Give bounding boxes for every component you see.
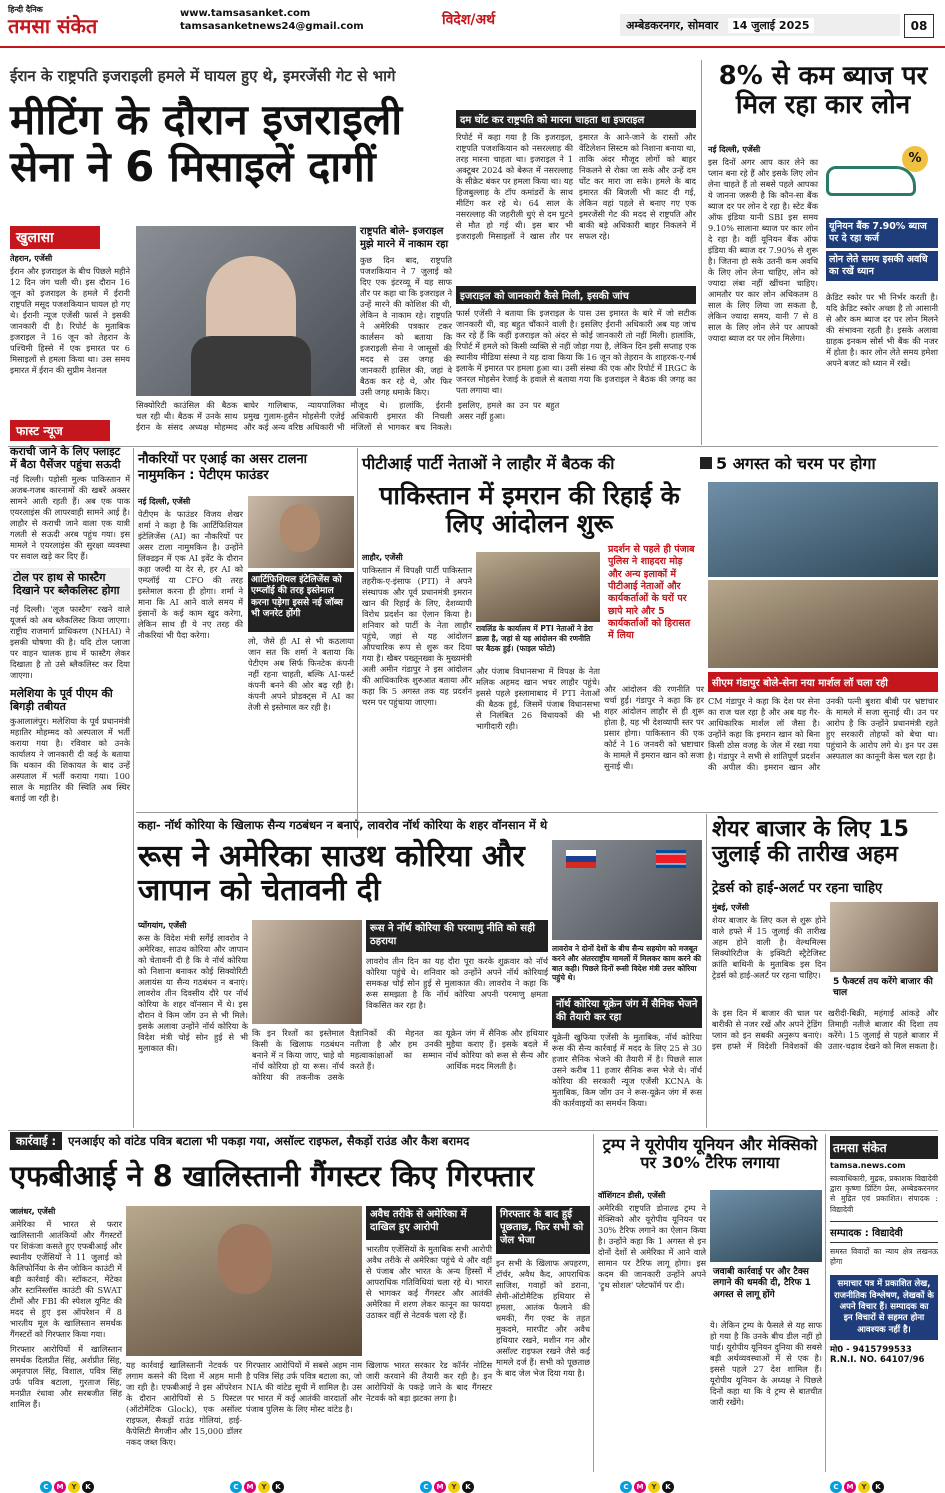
fbi-tag: कार्रवाई :: [10, 1132, 62, 1150]
divider: [136, 812, 938, 813]
imprint-text: स्वत्वाधिकारी, मुद्रक, प्रकाशक विद्यादेवी द्वारा कृष्णा प्रिंटिंग प्रेस, अम्बेडकरनगर से मुद्रित एवं प्रकाशित। संपादक : विद्यादेवी: [830, 1174, 938, 1214]
fbi-col3-text: गिरफ्तार आरोपियों में सबसे अहम नाम है पवित्र सिंह उर्फ पवित्र बटाला का, जो NIA की वांटेड सूची में शामिल है। उस पर भारत में कई आतंकी वारदातों और पंजाब पुलिस के लिए मोस्ट वांटेड है।: [246, 1360, 362, 1414]
pak-kicker: पीटीआई पार्टी नेताओं ने लाहौर में बैठक की: [362, 454, 615, 473]
imprint-mobile: मो0 - 9415799533: [830, 1345, 912, 1356]
iran-kicker: ईरान के राष्ट्रपति इजराइली हमले में घायल हुए थे, इमरजेंसी गेट से भागे: [10, 67, 396, 85]
carloan-headline: 8% से कम ब्याज पर मिल रहा कार लोन: [718, 61, 928, 121]
iran-quote: राष्ट्रपति बोले- इजराइल मुझे मारने में नाकाम रहा: [360, 226, 449, 250]
trump-caption: जवाबी कार्रवाई पर और टैक्स लगाने की धमकी दी, टैरिफ 1 अगस्त से लागू होंगे: [710, 1264, 822, 1316]
iran-dateline: तेहरान, एजेंसी: [10, 254, 53, 263]
russia-col2-text: कि इन रिश्तों का इस्तेमाल किसी के खिलाफ गठबंधन बनाने में न किया जाए, चाहे वो नॉर्थ कोरिया हो या रूस। नॉर्थ कोरिया की तकनीक उसके वैज्ञानिकों की मेहनत का नतीजा है और हम उनकी महत्वाकांक्षाओं का सम्मान करते हैं।: [252, 1028, 442, 1082]
paytm-caption: आर्टिफिशियल इंटेलिजेंस को एम्प्लॉई की तरह इस्तेमाल करना पड़ेगा इससे नई जॉब्स भी जनरेट होंगी: [248, 572, 354, 632]
pak-col2-text: और पंजाब विधानसभा में विपक्ष के नेता मलिक अहमद खान भचर लाहौर पहुंचे। इससे पहले इस्लामाबाद में PTI नेताओं की बैठक हुई, जिसमें पंजाब विधानसभा से निलंबित 26 विधायकों की भी भागीदारी रही।: [476, 666, 600, 731]
russia-photo: [552, 840, 702, 940]
cmyk-mark: C M Y K: [40, 1474, 96, 1493]
pak-col1: [362, 552, 472, 802]
paytm-col1: [138, 496, 243, 836]
trump-photo: [710, 1190, 822, 1262]
trump-text2: ये। लेकिन ट्रम्प के फैसले से यह साफ हो गया है कि उनके बीच डील नहीं हो पाई। यूरोपीय यूनियन दुनिया की सबसे बड़ी अर्थव्यवस्थाओं में से एक है। इससे पहले 27 देश शामिल हैं। यूरोपीय यूनियन के अध्यक्ष ने पिछले दिनों कहा था कि वे ट्रम्प से बातचीत जारी रखेंगे।: [710, 1320, 822, 1407]
section-label: विदेश/अर्थ: [442, 12, 496, 28]
iran-below-photo: सिक्योरिटी काउंसिल की बैठक चल रही थी। बैठक में उनके साथ ईरान के संसद अध्यक्ष मोहम्मद बाघेर गालिबाफ, न्यायपालिका प्रमुख गुलाम-हुसैन मोहसेनी एजेई और कई अन्य वरिष्ठ अधिकारी भी मौजूद थे। हालांकि, ईरानी अधिकारी इमारत की निचली मंजिलों से भागकर बच निकले। इसलिए, हमले का उन पर बहुत असर नहीं हुआ।: [136, 400, 560, 432]
divider: [357, 448, 358, 838]
page-number: 08: [904, 14, 934, 38]
imprint-title: तमसा संकेत: [830, 1136, 938, 1159]
divider: [8, 1130, 938, 1131]
fastnews-n3-head: मलेशिया के पूर्व पीएम की बिगड़ी तबीयत: [10, 686, 113, 713]
carloan-box1: यूनियन बैंक 7.90% ब्याज पर दे रहा कर्ज: [826, 218, 938, 248]
iran-col1-text: ईरान और इजराइल के बीच पिछले महीने 12 दिन जंग चली थी। इस दौरान 16 जून को इजराइल के हमले में ईरानी राष्ट्रपति मसूद पजशकियान घायल हो गए थे। ईरानी न्यूज एजेंसी फार्स ने इसकी जानकारी दी है। रिपोर्ट के मुताबिक इजराइल ने 16 जून को तेहरान के पश्चिमी हिस्से में एक इमारत पर 6 मिसाइलों से हमला किया था। उस समय इमारत में ईरान की सुप्रीम नेशनल: [10, 266, 130, 375]
pak-group-photo: [708, 580, 938, 668]
trump-dateline: वॉशिंगटन डीसी, एजेंसी: [598, 1191, 666, 1200]
fastnews-n2-text: नई दिल्ली। 'लूज फास्टैग' रखने वाले यूजर्स को अब ब्लैकलिस्ट किया जाएगा। राष्ट्रीय राजमार्ग प्राधिकरण (NHAI) ने इसकी घोषणा की है। यदि टोल प्लाजा पर वाहन चालक हाथ में फास्टैग लेकर दिखाता है तो उसे ब्लैकलिस्ट कर दिया जाएगा।: [10, 603, 130, 680]
iran-sub1-text: रिपोर्ट में कहा गया है कि इजराइल, राष्ट्रपति पजशकियान को नसरल्लाह की तरह मारना चाहता था। इजराइल ने 1 अक्टूबर 2024 को बेरूत में नसरल्लाह के सीक्रेट बंकर पर हमला किया था। यह हिजबुल्लाह के टॉप कमांडरों के साथ मीटिंग कर रहे थे। 64 साल के नसरल्लाह की जहरीली धुएं से दम घुटने से मौत हो गई थी। इस बार भी इजराइली मिसाइलों ने खास तौर पर इमारत के आने-जाने के रास्तों और वेंटिलेशन सिस्टम को निशाना बनाया था, ताकि अंदर मौजूद लोगों को बाहर निकलने से रोका जा सके और उन्हें दम घोंट कर मारा जा सके। हमले के बाद इमारत की बिजली भी काट दी गई, लेकिन वहां पहले से बनाए गए एक इमरजेंसी गेट की मदद से राष्ट्रपति और बाकी बड़े अधिकारी बाहर निकलने में सफल रहे।: [456, 132, 696, 241]
carloan-dateline: नई दिल्ली, एजेंसी: [708, 145, 761, 154]
market-text1: शेयर बाजार के लिए कल से शुरू होने वाले हफ्ते में 15 जुलाई की तारीख अहम होने वाली है। वेल्थमिल्स सिक्योरिटीज के इक्विटी स्ट्रैटेजिस्ट क्रांति बाथिनी के मुताबिक इस दिन ट्रेडर्स को हाई-अलर्ट पर रहना चाहिए।: [712, 915, 826, 980]
divider: [825, 1134, 826, 1472]
market-photo: [830, 902, 938, 972]
car-icon: [826, 166, 916, 196]
pak-meeting-photo: [476, 552, 600, 622]
fbi-sub2: गिरफ्तार के बाद हुई पूछताछ, फिर सभी को जेल भेजा: [496, 1206, 590, 1254]
pak-photo-caption: रावलिंड के कार्यालय में PTI नेताओं ने डेरा डाला है, जहां से यह आंदोलन की रणनीति पर बैठक हुई। (फाइल फोटो): [476, 624, 593, 653]
car-illustration: [822, 144, 938, 214]
divider: [593, 1134, 594, 1472]
fbi-col1: [10, 1206, 122, 1466]
paytm-col1-text: पेटीएम के फाउंडर विजय शेखर शर्मा ने कहा है कि आर्टिफिशियल इंटेलिजेंस (AI) का नौकरियों पर असर टाला नामुमकिन है। उन्होंने लिंक्डइन में एक AI इवेंट के दौरान कहा जल्दी या देर से, हर AI को एम्प्लॉई या CFO की तरह इस्तेमाल करना ही होगा। शर्मा ने माना कि AI आने वाले समय में इंसानों के कई काम खुद करेगा, लेकिन साथ ही ये नए तरह की नौकरियां भी पैदा करेगा।: [138, 509, 243, 640]
market-col1: [712, 902, 826, 1002]
fastnews-title: फास्ट न्यूज: [10, 420, 110, 441]
russia-kim-photo: [252, 920, 362, 1024]
iran-sub2-text: फार्स एजेंसी ने बताया कि इजराइल के पास उस इमारत के बारे में जो सटीक जानकारी थी, वह बहुत चौंकाने वाली है। इसलिए ईरानी अधिकारी अब यह जांच कर रहे हैं कि कहीं इजराइल को अंदर से कोई जानकारी तो नहीं मिली। हालांकि, रिपोर्ट में हमले को किसी व्यक्ति से नहीं जोड़ा गया है, लेकिन दिन इसी सप्ताह एक स्थानीय मीडिया संस्था ने यह दावा किया कि 16 जून को तेहरान के शाहरक-ए-गर्ब इलाके में इमारत पर हमला हुआ था। उसी संस्था की एक और रिपोर्ट में IRGC के जनरल मोहसेन रेजाई के हवाले से बताया गया कि इजराइल ने बैठक की जगह का पता लगाया था।: [456, 308, 696, 395]
imprint-box: [830, 1136, 938, 1468]
fbi-sub1: अवैध तरीके से अमेरिका में दाखिल हुए आरोपी: [366, 1206, 492, 1240]
divider: [701, 60, 702, 445]
fbi-photo: [126, 1206, 362, 1356]
russia-col3-text: यूक्रेन जंग में सैनिक और हथियार मुहैया कराए हैं। इसके बदले में नॉर्थ कोरिया को रूस से सैन्य और आर्थिक मदद मिलती है।: [446, 1028, 548, 1071]
khulasa-tag: खुलासा: [10, 226, 100, 249]
imprint-editor: सम्पादक : विद्यादेवी: [830, 1221, 938, 1243]
pak-cm-bar: सीएम गंडापुर बोले-सेना नया मार्शल लॉ चला रही: [708, 672, 938, 692]
russia-kicker: कहा- नॉर्थ कोरिया के खिलाफ सैन्य गठबंधन न बनाएं, लावरोव नॉर्थ कोरिया के शहर वॉनसान में थे: [138, 818, 548, 832]
masthead-name: तमसा संकेत: [8, 14, 98, 38]
issue-date: 14 जुलाई 2025: [728, 18, 813, 33]
carloan-boxes: [826, 218, 938, 288]
carloan-text1: इस दिनों अगर आप कार लेने का प्लान बना रहे हैं और इसके लिए लोन लेना चाहते हैं तो सबसे पहले आपका ये जानना जरूरी है कि कौन-सा बैंक ब्याज दर पर लोन दे रहा है। स्टेट बैंक ऑफ इंडिया यानी SBI इस समय 9.10% सालाना ब्याज पर कार लोन दे रहा है। वहीं यूनियन बैंक ऑफ इंडिया की ब्याज दर 7.90% से शुरू है। जितना हो सके उतनी कम अवधि के लिए लोन लेना चाहिए, लोन को ज्यादा लंबा नहीं खींचना चाहिए। आमतौर पर कार लोन अधिकतम 8 साल के लिए लिया जा सकता है, लेकिन ज्यादा समय, यानी 7 से 8 साल के लिए लोन लेने पर आपको ज्यादा ब्याज दर पर लोन मिलेगा।: [708, 157, 818, 343]
fastnews-n2-head: टोल पर हाथ से फास्टैग दिखाने पर ब्लैकलिस्ट होगा: [10, 568, 130, 600]
market-dateline: मुंबई, एजेंसी: [712, 903, 749, 912]
russia-sub2-text: यूक्रेनी खुफिया एजेंसी के मुताबिक, नॉर्थ कोरिया रूस की सैन्य कार्रवाई में मदद के लिए 25 से 30 हजार सैनिक भेजने की तैयारी में है। पिछले साल उसने करीब 11 हजार सैनिक रूस भेजे थे। नॉर्थ कोरिया की सरकारी न्यूज एजेंसी KCNA के मुताबिक, किम जोंग उन ने रूस-यूक्रेन जंग में रूस की कार्रवाइयों का समर्थन किया।: [552, 1032, 702, 1108]
pak-kicker2-text: 5 अगस्त को चरम पर होगा: [716, 454, 876, 473]
russia-photo-caption: लावरोव ने दोनों देशों के बीच सैन्य सहयोग को मजबूत करने और अंतरराष्ट्रीय मामलों में मिलकर काम करने की बात कही। पिछले दिनों रूसी विदेश मंत्री उत्तर कोरिया पहुंचे थे।: [552, 944, 702, 983]
market-caption: 5 फैक्टर्स तय करेंगे बाजार की चाल: [830, 974, 938, 1004]
divider: [8, 446, 938, 447]
fbi-sub1-text: भारतीय एजेंसियों के मुताबिक सभी आरोपी अवैध तरीके से अमेरिका पहुंचे थे और वहीं से पंजाब और भारत के अन्य हिस्सों में आपराधिक गतिविधियां चला रहे थे। भारत से भागकर कई गैंगस्टर और आतंकी अमेरिका में शरण लेकर कानून का फायदा उठाकर वहीं से नेटवर्क चला रहे हैं।: [366, 1244, 492, 1320]
trump-col1: [598, 1190, 706, 1466]
pak-headline: पाकिस्तान में इमरान की रिहाई के लिए आंदोलन शुरू: [379, 481, 680, 538]
fbi-dateline: जालंधर, एजेंसी: [10, 1207, 56, 1216]
divider: [133, 448, 134, 1128]
fastnews-n3-text: कुआलालंपुर। मलेशिया के पूर्व प्रधानमंत्री महातिर मोहम्मद को अस्पताल में भर्ती कराया गया है। रविवार को उनके कार्यालय ने जानकारी दी कई के बताया कि थकान की शिकायत के बाद उन्हें अस्पताल में भर्ती कराया गया। 100 साल के महातिर की स्थिति अब स्थिर बताई जा रही है।: [10, 715, 130, 803]
fastnews-column: [10, 420, 130, 1120]
masthead: [0, 0, 945, 48]
iran-col2: [360, 226, 452, 416]
iran-headline: मीटिंग के दौरान इजराइली सेना ने 6 मिसाइलें दागीं: [10, 95, 403, 192]
email-link[interactable]: tamsasanketnews24@gmail.com: [180, 21, 364, 32]
pak-col3-text: और आंदोलन की रणनीति पर चर्चा हुई। गंडापुर ने कहा कि हर शहर आंदोलन लाहौर से ही शुरू होता है, यह भी देशव्यापी स्तर पर प्रसार होगा। पाकिस्तान की एक कोर्ट ने 16 जनवरी को भ्रष्टाचार के मामले में इमरान खान को सजा सुनाई थी।: [604, 684, 704, 771]
russia-col1-text: रूस के विदेश मंत्री सर्गेई लावरोव ने अमेरिका, साउथ कोरिया और जापान को चेतावनी दी है कि वे नॉर्थ कोरिया को निशाना बनाकर कोई सिक्योरिटी अलायंस या सैन्य गठबंधन न बनाएं। लावरोव तीन दिवसीय दौरे पर नॉर्थ कोरिया के शहर वॉनसान में थे। इस दौरान वे किम जोंग उन से भी मिले। इसके अलावा उन्होंने नॉर्थ कोरिया के विदेश मंत्री चोई सोन हुई से भी मुलाकात की।: [138, 933, 248, 1053]
percent-icon: %: [902, 146, 928, 172]
iran-sub2: इजराइल को जानकारी कैसे मिली, इसकी जांच: [456, 286, 696, 304]
pak-col1-text: पाकिस्तान में विपक्षी पार्टी पाकिस्तान तहरीक-ए-इंसाफ (PTI) ने अपने संस्थापक और पूर्व प्रधानमंत्री इमरान खान की रिहाई के लिए, देशव्यापी विरोध प्रदर्शन का ऐलान किया है। शनिवार को पार्टी के नेता लाहौर पहुंचे, जहां से यह आंदोलन औपचारिक रूप से शुरू कर दिया गया है। खैबर पख्तूनख्वा के मुख्यमंत्री अली अमीन गंडापुर ने इस आंदोलन की आधिकारिक शुरुआत बताया और कहा कि 5 अगस्त तक यह प्रदर्शन चरम पर पहुंचाया जाएगा।: [362, 565, 472, 707]
russia-col1: [138, 920, 248, 1120]
market-headline: शेयर बाजार के लिए 15 जुलाई की तारीख अहम: [712, 817, 909, 867]
divider: [706, 814, 707, 1128]
paytm-col2-text: लो, जैसे ही AI से भी कठलाया जान सत कि शर्मा ने बताया कि पेटीएम अब सिर्फ फिनटेक कंपनी नहीं रहना चाहती, बल्कि AI-फर्स्ट कंपनी बनने की ओर बढ़ रही है। कंपनी अपने प्रोडक्ट्स में AI का तेजी से इस्तेमाल कर रही है।: [248, 636, 354, 712]
masthead-logo: [8, 4, 178, 42]
iran-sub1: दम घोंट कर राष्ट्रपति को मारना चाहता था इजराइल: [456, 110, 696, 128]
russia-sub1-text: लावरोव तीन दिन का यह दौरा पूरा करके शुक्रवार को नॉर्थ कोरिया पहुंचे थे। शनिवार को उन्होंने अपने नॉर्थ कोरियाई समकक्ष चोई सोन हुई से मुलाकात की। लावरोव ने कहा कि रूस समझता है कि नॉर्थ कोरिया अपनी परमाणु क्षमता विकसित कर रहा है।: [366, 956, 548, 1010]
cmyk-marks: [0, 1472, 945, 1491]
pak-leaders-photo: [708, 482, 938, 577]
pak-quote: प्रदर्शन से पहले ही पंजाब पुलिस ने शाहदरा मोड़ और अन्य इलाकों में पीटीआई नेताओं और कार्यकर्ताओं के घरों पर छापे मारे और 5 कार्यकर्ताओं को हिरासत में लिया: [604, 540, 700, 680]
russia-sub1: रूस ने नॉर्थ कोरिया की परमाणु नीति को सही ठहराया: [366, 920, 548, 952]
iran-photo: [136, 226, 356, 396]
russia-dateline: प्योंगयांग, एजेंसी: [138, 921, 187, 930]
dateline-bar: [620, 14, 900, 36]
cmyk-mark: C M Y K: [620, 1474, 676, 1493]
carloan-box2: लोन लेते समय इसकी अवधि का रखें ध्यान: [826, 251, 938, 281]
fbi-kicker-row: [10, 1134, 590, 1156]
fbi-sub1-text2: खिलाफ भारत सरकार रेड कॉर्नर नोटिस जारी करवाने की तैयारी कर रही है। इन आरोपियों के पकड़े जाने के बाद गैंगस्टर नेटवर्क को बड़ा झटका लगा है।: [366, 1360, 492, 1403]
cmyk-mark: C M Y K: [830, 1474, 886, 1493]
russia-sub2: नॉर्थ कोरिया यूक्रेन जंग में सैनिक भेजने की तैयारी कर रहा: [552, 996, 702, 1028]
paytm-headline: नौकरियों पर एआई का असर टालना नामुमकिन : पेटीएम फाउंडर: [138, 452, 308, 484]
iran-col2-text: कुछ दिन बाद, राष्ट्रपति पजशकियान ने 7 जुलाई को दिए एक इंटरव्यू में यह साफ तौर पर कहा था कि इजराइल ने उन्हें मारने की कोशिश की थी, लेकिन वे नाकाम रहे। राष्ट्रपति ने अमेरिकी पत्रकार टकर कार्लसन को बताया कि इजराइली सेना ने जासूसों की मदद से उस जगह की जानकारी हासिल की, जहां वे बैठक कर रहे थे, और फिर उसी जगह धमाके किए।: [360, 255, 452, 397]
trump-headline: ट्रम्प ने यूरोपीय यूनियन और मेक्सिको पर 30% टैरिफ लगाया: [602, 1135, 818, 1172]
imprint-site: tamsa.news.com: [830, 1161, 906, 1170]
pak-kicker2: [700, 452, 938, 478]
paytm-dateline: नई दिल्ली, एजेंसी: [138, 497, 191, 506]
imprint-rni: R.N.I. NO. 64107/96: [830, 1355, 925, 1366]
paytm-photo: [248, 496, 354, 568]
cmyk-mark: C M Y K: [230, 1474, 286, 1493]
imprint-jurisdiction: समस्त विवादों का न्याय क्षेत्र लखनऊ होगा: [830, 1246, 938, 1266]
market-sub: ट्रेडर्स को हाई-अलर्ट पर रहना चाहिए: [712, 881, 883, 896]
masthead-tagline: हिन्दी दैनिक: [8, 5, 43, 14]
carloan-text2: क्रेडिट स्कोर पर भी निर्भर करती है। यदि क्रेडिट स्कोर अच्छा है तो आसानी से और कम ब्याज दर पर लोन मिलने की संभावना रहती है। इसके अलावा ग्राहक इनकम सोर्स भी बैंक की नजर में होता है। कार लोन लेते समय हमेशा अपने बजट को ध्यान में रखें।: [826, 292, 938, 368]
fbi-kicker: एनआईए को वांटेड पवित्र बटाला भी पकड़ा गया, असॉल्ट राइफल, सैकड़ों राउंड और कैश बरामद: [68, 1134, 470, 1148]
fbi-col1-text: अमेरिका में भारत से फरार खालिस्तानी आतंकियों और गैंगस्टरों पर शिकंजा कसते हुए एफबीआई और स्थानीय एजेंसियों ने 11 जुलाई को कैलिफोर्निया के सैन जोकिन काउंटी में बड़ी कार्रवाई की। स्टॉकटन, मेंटेका और स्टानिस्लॉस काउंटी की SWAT टीमों और FBI की स्पेशल यूनिट की मदद से हुए इस ऑपरेशन में 8 भारतीय मूल के खालिस्तान समर्थक गैंगस्टरों को गिरफ्तार किया गया।: [10, 1219, 122, 1339]
imprint-note: समाचार पत्र में प्रकाशित लेख, राजनीतिक विश्लेषण, लेखकों के अपने विचार हैं। सम्पादक का इन विचारों से सहमत होना आवश्यक नहीं है।: [830, 1275, 938, 1340]
website-link[interactable]: www.tamsasanket.com: [180, 8, 311, 19]
market-text2: के इस दिन में बाजार की चाल पर बारीकी से नजर रखें और अपने ट्रेडिंग प्लान को इन सबकी अनुरूप बनाएं। इस हफ्ते में विदेशी निवेशकों की खरीदी-बिक्री, महंगाई आंकड़े और तिमाही नतीजे बाजार की दिशा तय करेंगे। 15 जुलाई से पहले बाजार में उतार-चढ़ाव देखने को मिल सकता है।: [712, 1008, 938, 1051]
trump-text1: अमेरिकी राष्ट्रपति डोनाल्ड ट्रम्प ने मेक्सिको और यूरोपीय यूनियन पर 30% टैरिफ लगाने का ऐलान किया है। उन्होंने कहा कि 1 अगस्त से इन दोनों देशों से अमेरिका में आने वाले सामान पर टैरिफ लागू होगा। इस कदम की जानकारी उन्होंने अपने 'ट्रुथ सोशल' प्लेटफॉर्म पर दी।: [598, 1203, 706, 1290]
pak-cm-text: CM गंडापुर ने कहा कि देश पर सेना का राज चल रहा है और अब यह गैर-आधिकारिक मार्शल लॉ जैसा है। उन्होंने कहा कि इमरान खान को बिना किसी ठोस वजह के जेल में रखा गया है। गंडापुर ने सभी से शांतिपूर्ण प्रदर्शन की अपील की। इमरान खान और उनकी पत्नी बुशरा बीबी पर भ्रष्टाचार के मामले में सजा सुनाई थी। उन पर आरोप है कि उन्होंने प्रधानमंत्री रहते हुए सरकारी तोहफों को बेचा था। पहुंचाने के आरोप लगे थे। इन पर उस अस्पताल का कानूनी केस चल रहा है।: [708, 696, 938, 772]
carloan-col1: [708, 144, 818, 444]
fbi-headline: एफबीआई ने 8 खालिस्तानी गैंगस्टर किए गिरफ्तार: [10, 1159, 534, 1193]
fbi-sub2-text: इन सभी के खिलाफ अपहरण, टॉर्चर, अवैध कैद, आपराधिक साजिश, गवाहों को डराना, सेमी-ऑटोमैटिक हथियार से हमला, आतंक फैलाने की धमकी, गैंग एक्ट के तहत मुकदमे, मारपीट और अवैध हथियार रखने, मशीन गन और असॉल्ट राइफल रखने जैसे कई मामले दर्ज हैं। सभी को पूछताछ के बाद जेल भेज दिया गया है।: [496, 1258, 590, 1378]
place-day: अम्बेडकरनगर, सोमवार: [626, 19, 719, 32]
fastnews-n1-head: कराची जाने के लिए फ्लाइट में बैठा पैसेंजर पहुंचा सऊदी: [10, 445, 121, 472]
pak-dateline: लाहौर, एजेंसी: [362, 553, 403, 562]
fastnews-n1-text: नई दिल्ली। पड़ोसी मुल्क पाकिस्तान में अजब-गजब कारनामों की खबरें अक्सर सामने आती रहती हैं। अब एक पाक एयरलाइंस की लापरवाही सामने आई है। लाहौर से कराची जाने वाला एक यात्री गलती से सऊदी अरब पहुंच गया। इस मामले ने एयरलाइंस की सुरक्षा व्यवस्था पर सवाल खड़े कर दिए हैं।: [10, 474, 130, 562]
fbi-col1b-text: गिरफ्तार आरोपियों में खालिस्तान समर्थक दिलप्रीत सिंह, अर्शप्रीत सिंह, अमृतपाल सिंह, विशाल, पवित्र सिंह उर्फ पवित्र बटाला, गुरताज सिंह, मनप्रीत रंधावा और सरबजीत सिंह शामिल हैं।: [10, 1343, 122, 1409]
cmyk-mark: C M Y K: [420, 1474, 476, 1493]
fbi-col2-text: यह कार्रवाई खालिस्तानी नेटवर्क पर लगाम कसने की दिशा में अहम मानी जा रही है। एफबीआई ने इस ऑपरेशन के दौरान आरोपियों से 5 पिस्टल (ऑटोमेटिक Glock), एक असॉल्ट राइफल, सैकड़ों राउंड गोलियां, हाई-कैपेसिटी मैगजीन और 15,000 डॉलर नकद जब्त किए।: [126, 1360, 242, 1447]
masthead-contact: [180, 8, 410, 42]
iran-col1: [10, 226, 130, 416]
russia-headline: रूस ने अमेरिका साउथ कोरिया और जापान को चेतावनी दी: [138, 839, 525, 908]
